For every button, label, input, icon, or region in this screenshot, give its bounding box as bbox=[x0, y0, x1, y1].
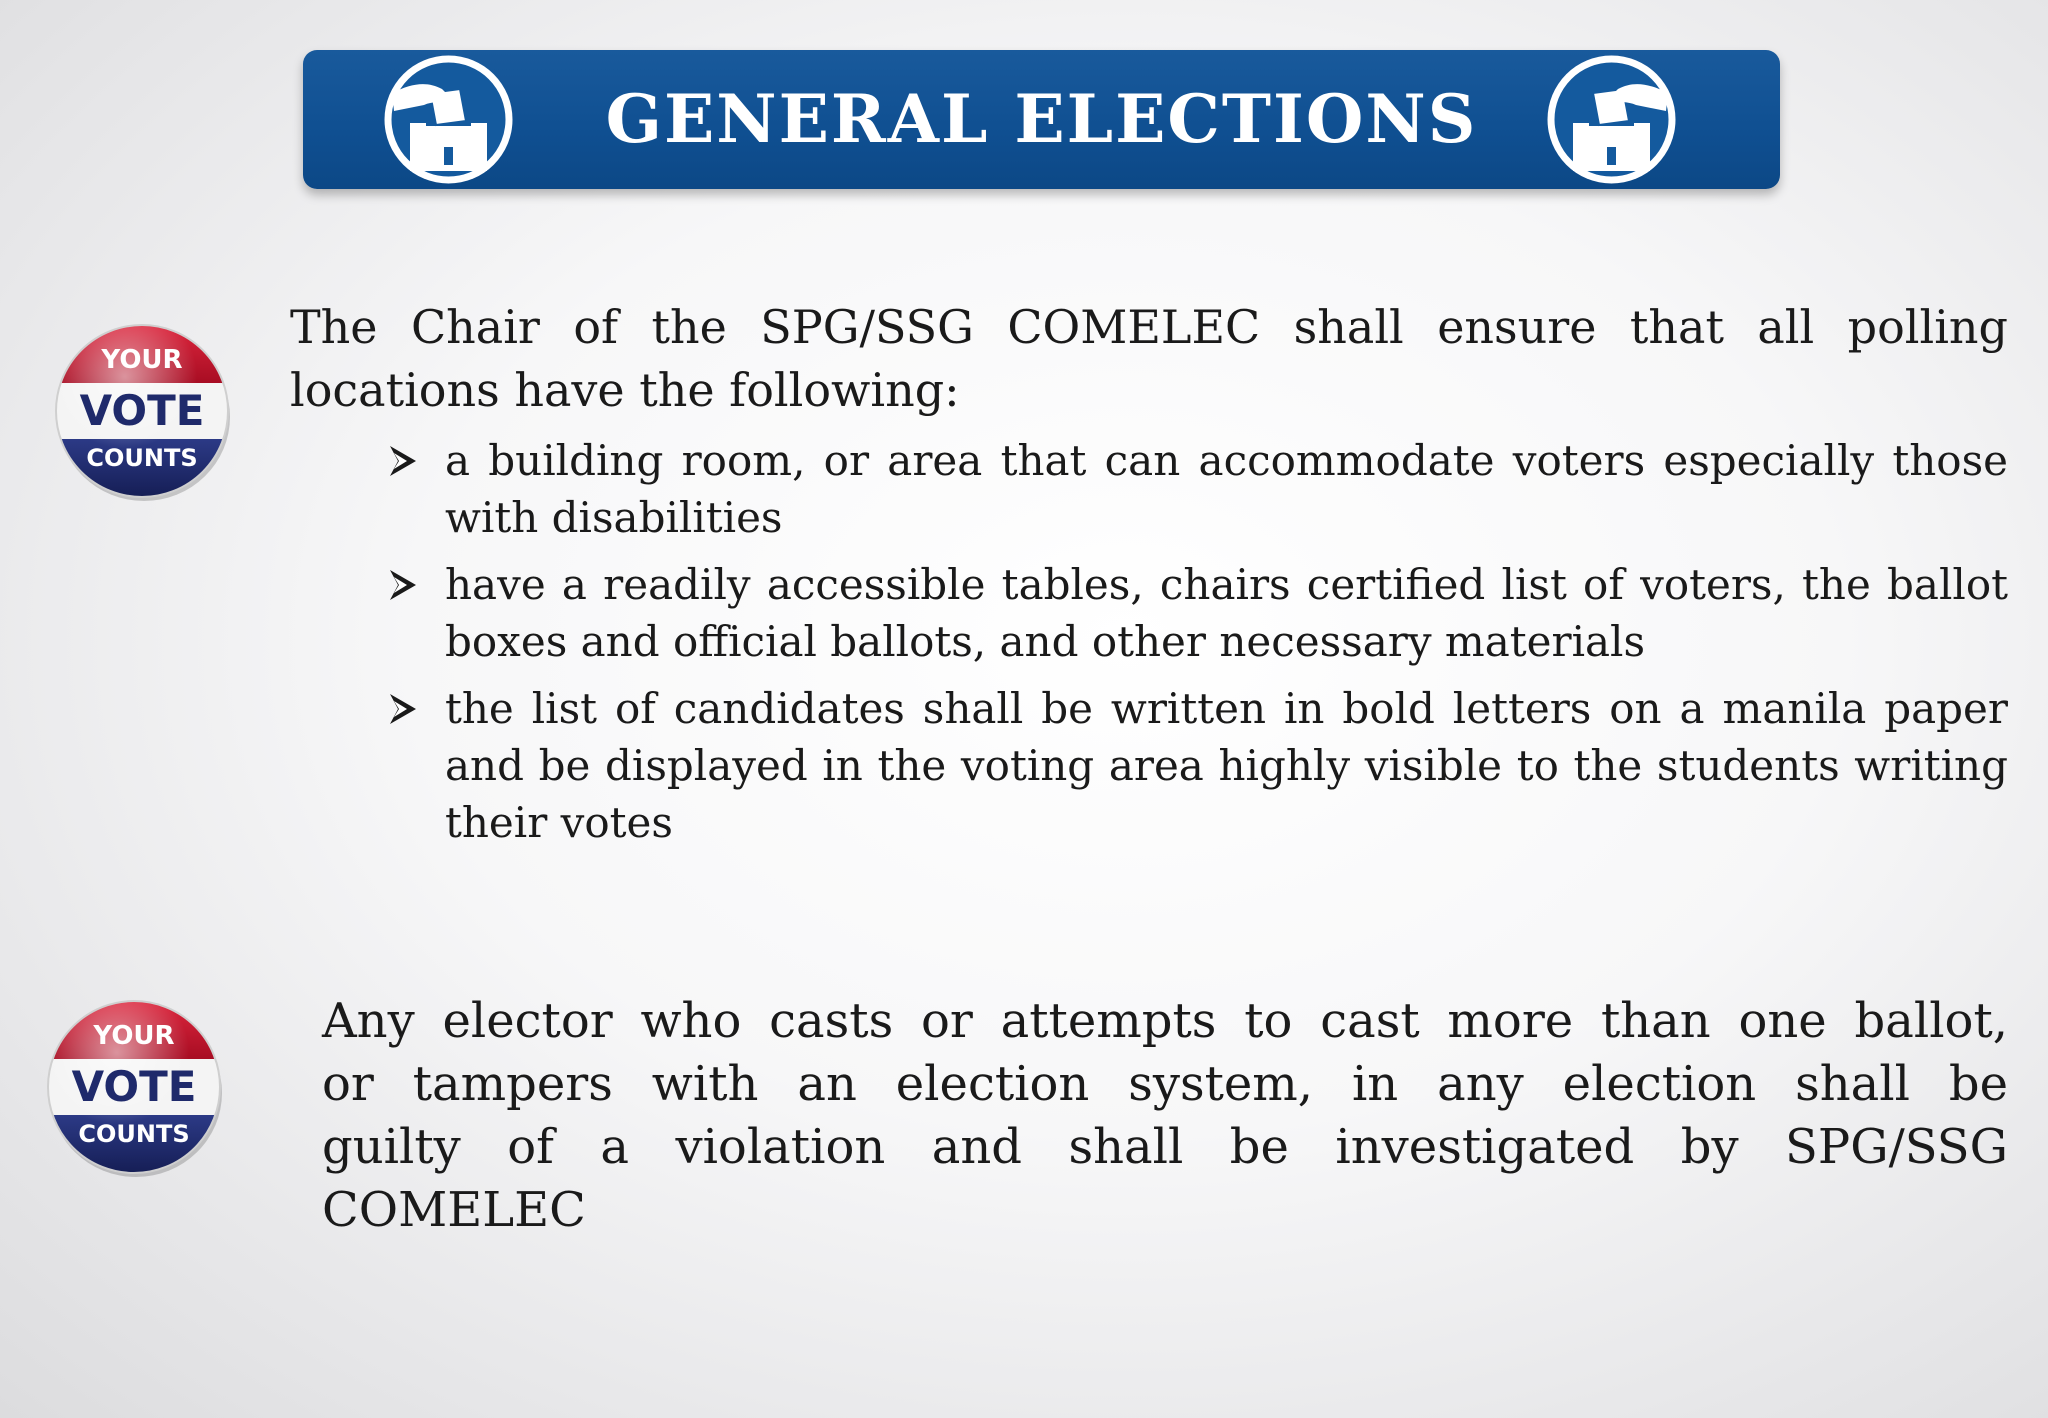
intro-paragraph: The Chair of the SPG/SSG COMELEC shall ensure that all polling locations have the following: bbox=[290, 300, 2008, 417]
list-item bbox=[388, 556, 2008, 670]
your-vote-counts-badge bbox=[52, 321, 232, 501]
list-item-text: have a readily accessible tables, chairs certified list of voters, the ballot boxes and official ballots, and other necessary materials bbox=[445, 560, 2008, 666]
arrow-bullet-icon bbox=[388, 444, 418, 478]
violation-paragraph: Any elector who casts or attempts to cast more than one ballot, or tampers with an election system, in any election shall be guilty of a violation and shall be investigated by SPG/SSG COMELEC bbox=[322, 993, 2008, 1238]
arrow-bullet-icon bbox=[388, 692, 418, 726]
badge-middle-text: VOTE bbox=[79, 386, 205, 435]
badge-top-text: YOUR bbox=[101, 345, 183, 375]
badge-bottom-text: COUNTS bbox=[78, 1120, 190, 1148]
list-item-text: the list of candidates shall be written in bold letters on a manila paper and be displayed in the voting area highly visible to the students writing their votes bbox=[445, 684, 2008, 847]
requirements-list bbox=[388, 432, 2008, 861]
badge-top-text: YOUR bbox=[93, 1021, 175, 1051]
title-banner bbox=[303, 50, 1780, 189]
page-title: GENERAL ELECTIONS bbox=[605, 80, 1478, 158]
list-item bbox=[388, 432, 2008, 546]
arrow-bullet-icon bbox=[388, 568, 418, 602]
list-item-text: a building room, or area that can accommodate voters especially those with disabilities bbox=[445, 436, 2008, 542]
ballot-box-icon bbox=[1545, 53, 1678, 186]
list-item bbox=[388, 680, 2008, 851]
your-vote-counts-badge bbox=[44, 997, 224, 1177]
badge-middle-text: VOTE bbox=[71, 1062, 197, 1111]
badge-bottom-text: COUNTS bbox=[86, 444, 198, 472]
